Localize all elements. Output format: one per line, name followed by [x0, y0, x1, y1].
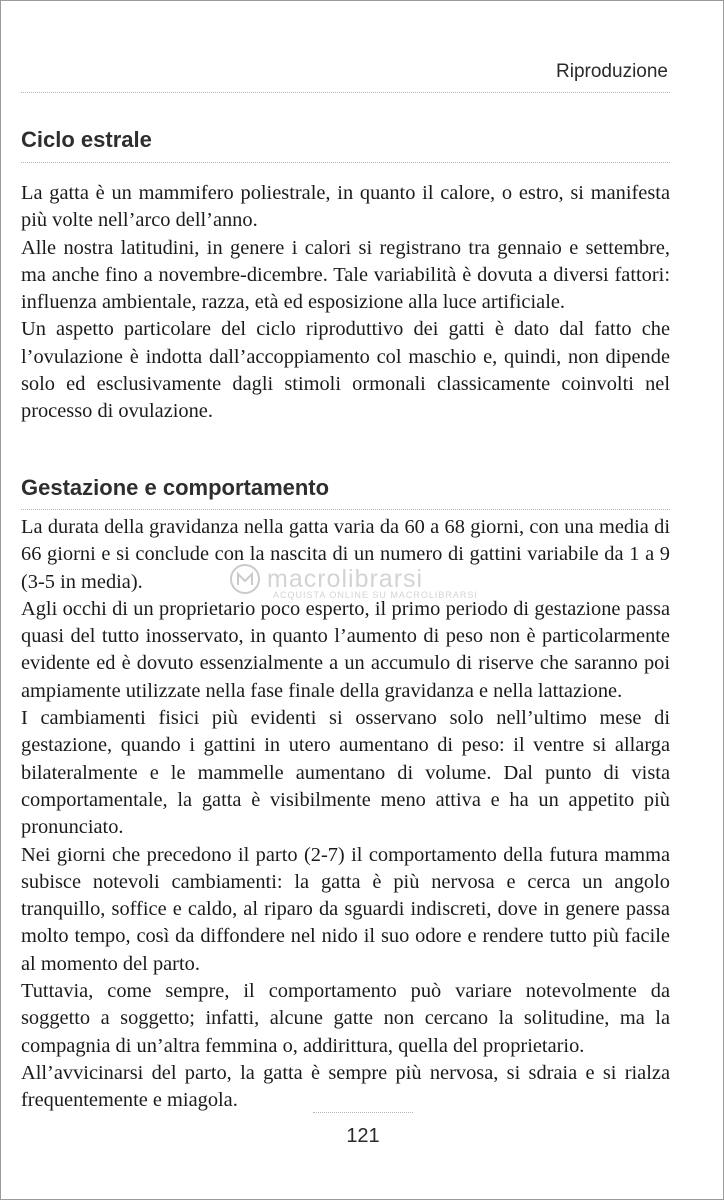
- section-rule: [21, 509, 670, 510]
- paragraph: Un aspetto particolare del ciclo riproduttivo dei gatti è dato dal fatto che l’ovulazione è indotta dall’accoppiamento col maschio e, quindi, non dipende solo ed esclusivamente dagli stimoli ormonali classicamente coinvolti nel processo di ovulazione.: [21, 318, 670, 423]
- paragraph: Alle nostra latitudini, in genere i calori si registrano tra gennaio e settembre, ma anche fino a novembre-dicembre. Tale variabilità è dovuta a diversi fattori: influenza ambientale, razza, età ed esposizione alla luce artificiale.: [21, 236, 670, 314]
- section-body-ciclo-estrale: [21, 180, 670, 426]
- section-body-gestazione: [21, 514, 670, 1115]
- paragraph: Agli occhi di un proprietario poco esperto, il primo periodo di gestazione passa quasi del tutto inosservato, in quanto l’aumento di peso non è particolarmente evidente ed è dovuto essenzialmente a un accumulo di riserve che saranno poi ampiamente utilizzate nella fase finale della gravidanza e nella lattazione.: [21, 597, 670, 702]
- paragraph: All’avvicinarsi del parto, la gatta è sempre più nervosa, si sdraia e si rialza frequentemente e miagola.: [21, 1061, 670, 1112]
- watermark-tagline: ACQUISTA ONLINE SU MACROLIBRARSI: [273, 590, 478, 600]
- header-rule: [21, 92, 670, 93]
- paragraph: La gatta è un mammifero poliestrale, in quanto il calore, o estro, si manifesta più volte nell’arco dell’anno.: [21, 182, 670, 232]
- footer-rule: [313, 1112, 413, 1113]
- section-heading-gestazione: Gestazione e comportamento: [21, 475, 330, 500]
- paragraph: I cambiamenti fisici più evidenti si osservano solo nell’ultimo mese di gestazione, quando i gattini in utero aumentano di peso: il ventre si allarga bilateralmente e le mammelle aumentano di volume. Dal punto di vista comportamentale, la gatta è visibilmente meno attiva e ha un appetito più pronunciato.: [21, 707, 670, 839]
- paragraph: Nei giorni che precedono il parto (2-7) il comportamento della futura mamma subisce notevoli cambiamenti: la gatta è più nervosa e cerca un angolo tranquillo, soffice e caldo, al riparo da sguardi indiscreti, dove in genere passa molto tempo, così da diffondere nel nido il suo odore e rendere tutto più facile al momento del parto.: [21, 843, 670, 975]
- paragraph: Tuttavia, come sempre, il comportamento può variare notevolmente da soggetto a soggetto; infatti, alcune gatte non cercano la solitudine, ma la compagnia di un’altra femmina o, addirittura, quella del proprietario.: [21, 980, 670, 1057]
- watermark-name: macrolibrarsi: [267, 564, 424, 593]
- running-head: Riproduzione: [556, 61, 668, 82]
- section-heading-ciclo-estrale: Ciclo estrale: [21, 127, 152, 152]
- paragraph: La durata della gravidanza nella gatta varia da 60 a 68 giorni, con una media di 66 giorni e si conclude con la nascita di un numero di gattini variabile da 1 a 9 (3-5 in media).: [21, 516, 670, 593]
- page-number: 121: [346, 1125, 380, 1147]
- section-rule: [21, 162, 670, 163]
